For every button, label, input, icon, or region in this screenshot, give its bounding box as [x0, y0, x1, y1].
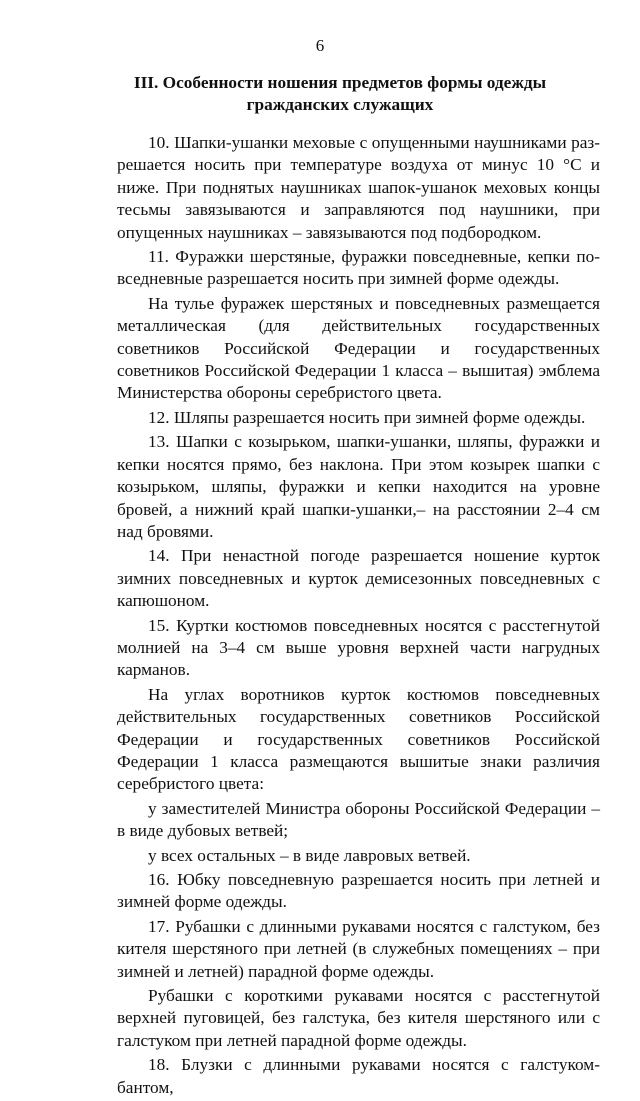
- paragraph-17-short-sleeves: Рубашки с короткими рукавами носятся с расстегнутой верхней пуговицей, без галстука, без кителя шерстяного или с галстуком при летней парадной форме одежды.: [117, 986, 600, 1050]
- paragraph-15: 15. Куртки костюмов повседневных носятся с расстегнутой молнией на 3–4 см выше уровня верхней части нагрудных карманов.: [117, 615, 600, 680]
- paragraph-11: 11. Фуражки шерстяные, фуражки повседневные, кепки повседневные разрешается носить при зимней форме одежды.: [117, 247, 600, 289]
- paragraph-18: 18. Блузки с длинными рукавами носятся с галстуком-бантом,: [117, 1055, 600, 1097]
- paragraph-12: 12. Шляпы разрешается носить при зимней форме одежды.: [148, 407, 586, 427]
- paragraph-14: 14. При ненастной погоде разрешается ношение курток зимних повседневных и курток демисезонных повседневных с капюшоном.: [117, 546, 600, 611]
- paragraph-11-emblem: На тулье фуражек шерстяных и повседневных размещается металлическая (для действительных государственных советников Российской Федерации и государственных советников Российской Федерации 1 класса – вышитая) эмблема Министерства обороны серебристого цвета.: [117, 293, 600, 403]
- body-text: [117, 132, 600, 1101]
- paragraph-17: 17. Рубашки с длинными рукавами носятся с галстуком, без кителя шерстяного при летней (в служебных помещениях – при зимней и летней) парадной форме одежды.: [117, 916, 600, 981]
- paragraph-16: 16. Юбку повседневную разрешается носить при летней и зимней форме одежды.: [117, 870, 600, 912]
- paragraph-15-others: у всех остальных – в виде лавровых ветвей.: [148, 845, 471, 865]
- section-title-line-2: гражданских служащих: [246, 95, 434, 114]
- paragraph-15-insignia: На углах воротников курток костюмов повседневных действительных государственных советников Российской Федерации и государственных советников Российской Федерации 1 класса размещаются вышитые знаки различия серебристого цвета:: [117, 684, 600, 794]
- page-number: 6: [315, 36, 325, 55]
- paragraph-10: 10. Шапки-ушанки меховые с опущенными наушниками разрешается носить при температуре воздуха от минус 10 °С и ниже. При поднятых наушниках шапок-ушанок меховых концы тесьмы завязываются и заправляются под наушники, при опущенных наушниках – завязываются под подбородком.: [117, 133, 600, 242]
- section-title: [100, 72, 580, 116]
- paragraph-15-deputy: у заместителей Министра обороны Российской Федерации – в виде дубовых ветвей;: [117, 798, 600, 841]
- section-title-line-1: III. Особенности ношения предметов формы одежды: [133, 73, 547, 92]
- paragraph-13: 13. Шапки с козырьком, шапки-ушанки, шляпы, фуражки и кепки носятся прямо, без наклона. При этом козырек шапки с козырьком, шляпы, фуражки и кепки находится на уровне бровей, а нижний край шапки-ушанки,– на расстоянии 2–4 см над бровями.: [117, 432, 600, 541]
